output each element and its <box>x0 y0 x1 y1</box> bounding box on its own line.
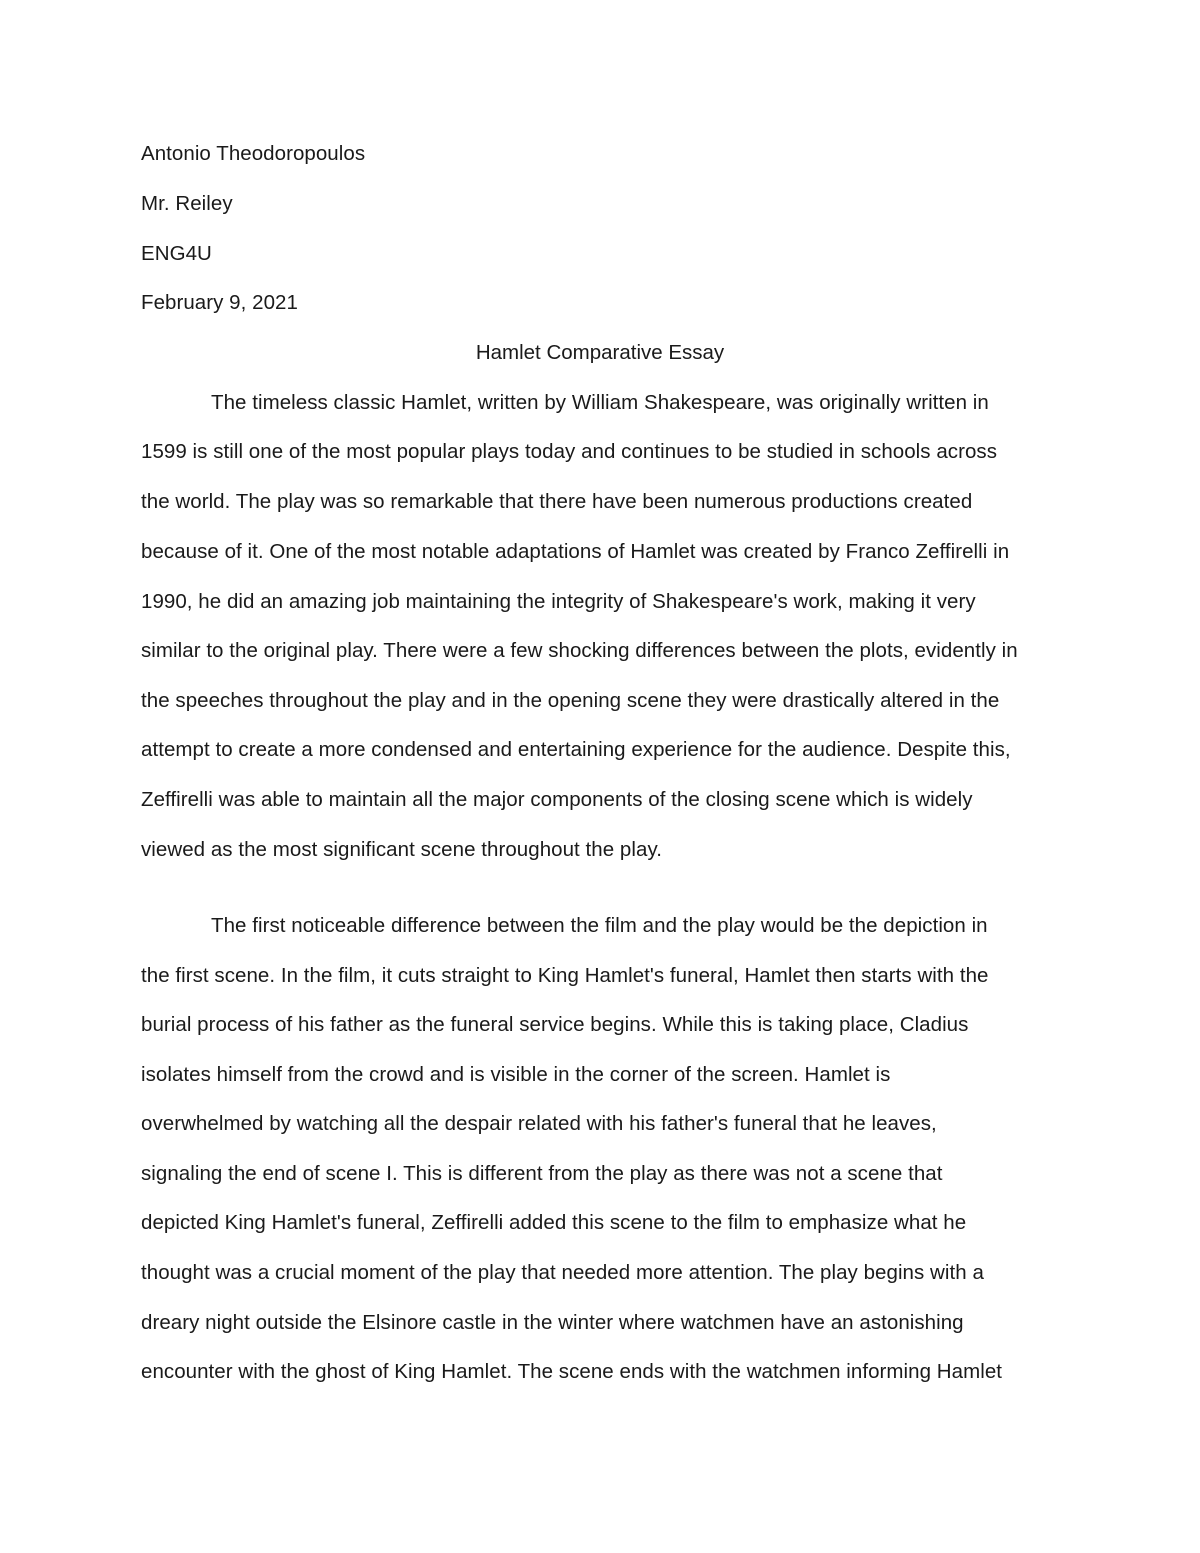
author-name: Antonio Theodoropoulos <box>141 142 366 165</box>
paragraph-1-line-6: similar to the original play. There were a few shocking differences between the plots, evidently in <box>141 639 1018 662</box>
essay-date: February 9, 2021 <box>141 291 298 314</box>
paragraph-2-line-5: overwhelmed by watching all the despair related with his father's funeral that he leaves, <box>141 1112 937 1135</box>
paragraph-1-line-2: 1599 is still one of the most popular plays today and continues to be studied in schools across <box>141 440 998 463</box>
essay-title: Hamlet Comparative Essay <box>475 341 725 364</box>
paragraph-1-line-9: Zeffirelli was able to maintain all the major components of the closing scene which is widely <box>141 788 973 811</box>
paragraph-1-line-8: attempt to create a more condensed and entertaining experience for the audience. Despite this, <box>141 738 1011 761</box>
paragraph-1-line-4: because of it. One of the most notable adaptations of Hamlet was created by Franco Zeffirelli in <box>141 540 1010 563</box>
paragraph-2-line-7: depicted King Hamlet's funeral, Zeffirelli added this scene to the film to emphasize what he <box>141 1211 967 1234</box>
paragraph-2-line-9: dreary night outside the Elsinore castle in the winter where watchmen have an astonishing <box>141 1311 964 1334</box>
paragraph-2-line-10: encounter with the ghost of King Hamlet. The scene ends with the watchmen informing Hamlet <box>141 1360 1003 1383</box>
course-code: ENG4U <box>141 242 212 265</box>
paragraph-1-line-7: the speeches throughout the play and in the opening scene they were drastically altered in the <box>141 689 1000 712</box>
paragraph-2-line-6: signaling the end of scene I. This is different from the play as there was not a scene that <box>141 1162 943 1185</box>
paragraph-2-line-8: thought was a crucial moment of the play that needed more attention. The play begins with a <box>141 1261 984 1284</box>
paragraph-2-line-4: isolates himself from the crowd and is visible in the corner of the screen. Hamlet is <box>141 1063 891 1086</box>
paragraph-2-line-1: The first noticeable difference between the film and the play would be the depiction in <box>211 914 988 937</box>
teacher-name: Mr. Reiley <box>141 192 233 215</box>
paragraph-1-line-3: the world. The play was so remarkable that there have been numerous productions created <box>141 490 973 513</box>
paragraph-1-line-1: The timeless classic Hamlet, written by William Shakespeare, was originally written in <box>211 391 989 414</box>
paragraph-1-line-10: viewed as the most significant scene throughout the play. <box>141 838 662 861</box>
paragraph-1-line-5: 1990, he did an amazing job maintaining the integrity of Shakespeare's work, making it very <box>141 590 976 613</box>
paragraph-2-line-2: the first scene. In the film, it cuts straight to King Hamlet's funeral, Hamlet then starts with the <box>141 964 989 987</box>
paragraph-2-line-3: burial process of his father as the funeral service begins. While this is taking place, Cladius <box>141 1013 969 1036</box>
